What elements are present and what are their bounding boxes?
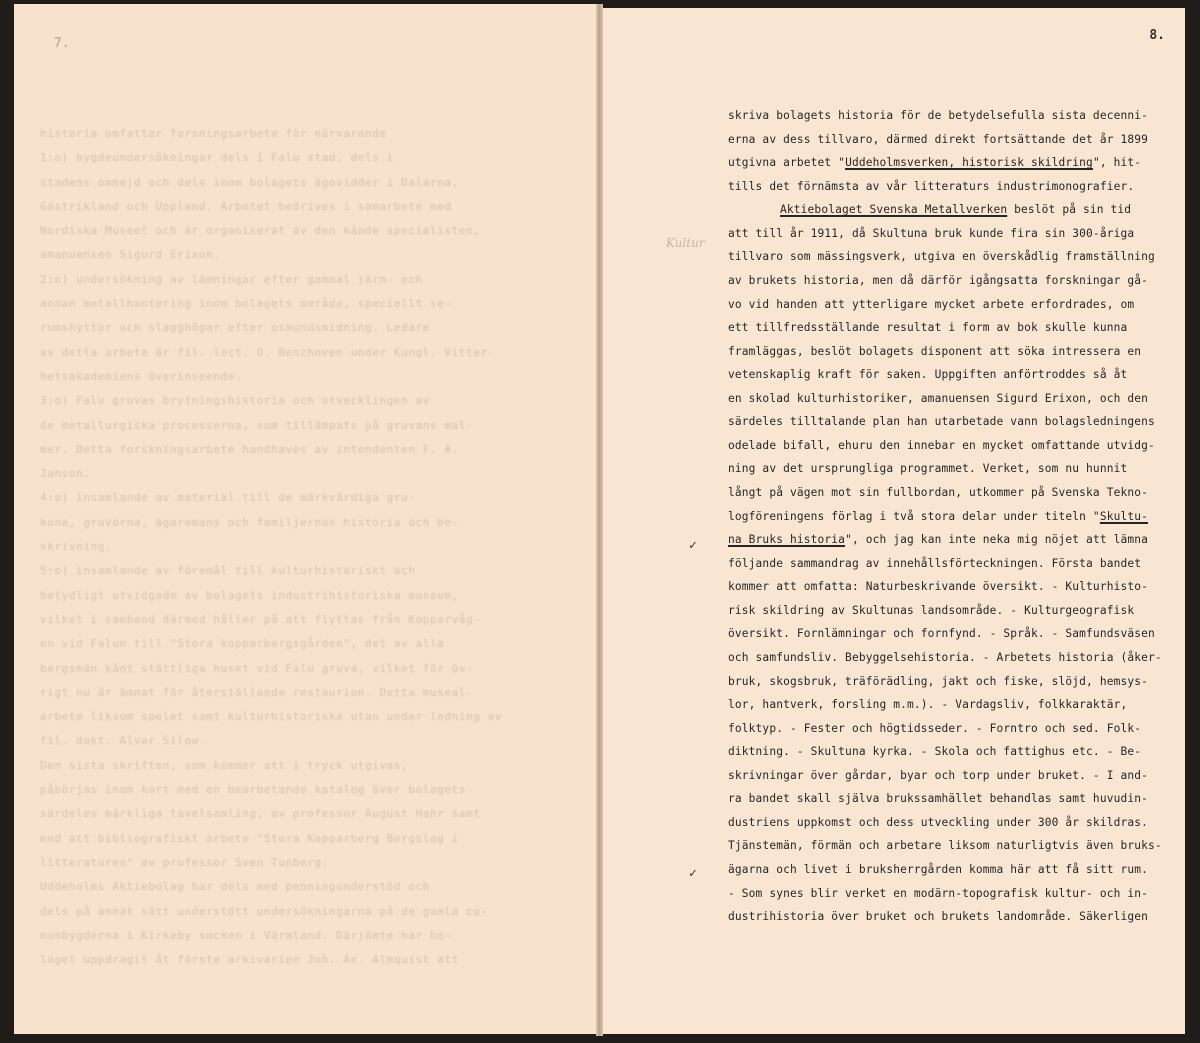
- text-line: [728, 552, 1188, 576]
- text-fragment: skrivningar över gårdar, byar och torp under bruket. - I and-: [728, 768, 1149, 782]
- ghost-line: dels på annat sätt understött undersökningarna på de gamla co-: [40, 904, 488, 918]
- text-fragment: risk skildring av Skultunas landsområde. - Kulturgeografisk: [728, 603, 1135, 617]
- text-fragment: att till år 1911, då Skultuna bruk kunde fira sin 300-åriga: [728, 226, 1135, 240]
- text-fragment: utgivna arbetet ": [728, 156, 846, 170]
- text-line: [728, 905, 1188, 929]
- text-fragment: vetenskaplig kraft för saken. Uppgiften anförtroddes så åt: [728, 368, 1128, 382]
- text-fragment: av brukets historia, men då därför igångsatta forskningar gå-: [728, 273, 1149, 287]
- text-line: [728, 222, 1188, 246]
- text-fragment: - Som synes blir verket en modärn-topografisk kultur- och in-: [728, 886, 1149, 900]
- text-fragment: odelade bifall, ehuru den innebar en mycket omfattande utvidg-: [728, 438, 1155, 452]
- underlined-title: na Bruks historia: [728, 533, 846, 547]
- text-line: [728, 128, 1188, 152]
- margin-note: Kultur: [666, 236, 705, 250]
- text-line: [728, 457, 1188, 481]
- ghost-line: Uddeholms Aktiebolag har dels med penningunderstöd och: [40, 880, 431, 894]
- bleed-through-text: [40, 122, 580, 972]
- text-line: [728, 575, 1188, 599]
- text-fragment: översikt. Fornlämningar och fornfynd. - Språk. - Samfundsväsen: [728, 627, 1155, 641]
- text-line: [728, 151, 1188, 175]
- ghost-line: Nordiska Museet och är organiserat av den kände specialisten,: [40, 224, 481, 238]
- text-line: [728, 646, 1188, 670]
- text-line: [728, 622, 1188, 646]
- text-fragment: ra bandet skall själva brukssamhället behandlas samt huvudin-: [728, 792, 1149, 806]
- text-fragment: lor, hantverk, forsling m.m.). - Vardagsliv, folkkaraktär,: [728, 698, 1128, 712]
- text-line: [728, 175, 1188, 199]
- text-line: [728, 811, 1188, 835]
- left-page-number: 7.: [54, 36, 70, 51]
- text-line: [728, 316, 1188, 340]
- text-fragment: logföreningens förlag i två stora delar under titeln ": [728, 509, 1100, 523]
- ghost-line: 2:o) undersökning av lämningar efter gammal järn- och: [40, 272, 423, 286]
- text-fragment: ", och jag kan inte neka mig nöjet att lämna: [845, 533, 1149, 547]
- ghost-line: en vid Falun till "Stora kopparbergsgården", det av alla: [40, 637, 445, 651]
- text-line: [728, 198, 1188, 222]
- ghost-line: med att bibliografiskt arbete "Stora Kopparberg Bergslag i: [40, 831, 459, 845]
- text-fragment: en skolad kulturhistoriker, amanuensen Sigurd Erixon, och den: [728, 391, 1149, 405]
- ghost-line: 5:o) insamlande av föremål till kulturhistoriskt och: [40, 564, 416, 578]
- text-fragment: tills det förnämsta av vår litteraturs industrimonografier.: [728, 179, 1135, 193]
- right-page: [603, 8, 1185, 1034]
- ghost-line: historia omfattar forsningsarbete för närvarande: [40, 127, 387, 140]
- text-fragment: ägarna och livet i bruksherrgården komma här att få sitt rum.: [728, 863, 1149, 876]
- right-page-number: 8.: [1149, 28, 1165, 43]
- check-mark-icon: ✓: [689, 538, 697, 553]
- text-line: [728, 528, 1188, 552]
- text-fragment: folktyp. - Fester och högtidsseder. - Forntro och sed. Folk-: [728, 721, 1142, 735]
- ghost-line: 3:o) Falu gruvas brytningshistoria och utvecklingen av: [40, 394, 431, 408]
- text-fragment: ning av det ursprungliga programmet. Verket, som nu hunnit: [728, 462, 1128, 476]
- text-fragment: ", hit-: [1092, 156, 1142, 170]
- ghost-line: mer. Detta forskningsarbete handhaves av intendenten F. A.: [40, 442, 459, 456]
- text-fragment: långt på vägen mot sin fullbordan, utkommer på Svenska Tekno-: [728, 486, 1149, 499]
- left-page: [14, 4, 596, 1034]
- text-fragment: kommer att omfatta: Naturbeskrivande översikt. - Kulturhisto-: [728, 580, 1149, 594]
- text-fragment: dustriens uppkomst och dess utveckling under 300 år skildras.: [728, 815, 1149, 829]
- ghost-line: munbygderna i Kirkeby socken i Värmland. Därjämte har bo-: [40, 928, 452, 942]
- text-fragment: följande sammandrag av innehållsförteckningen. Första bandet: [728, 556, 1142, 570]
- ghost-line: Gästrikland och Uppland. Arbetet bedrives i samarbete med: [40, 199, 452, 213]
- ghost-line: påbörjas inom kort med en bearbetande katalog över bolagets: [40, 783, 467, 797]
- text-fragment: beslöt på sin tid: [1007, 203, 1132, 217]
- text-fragment: erna av dess tillvaro, därmed direkt fortsättande det år 1899: [728, 132, 1149, 146]
- text-fragment: framläggas, beslöt bolagets disponent att söka intressera en: [728, 344, 1142, 358]
- text-line: [728, 269, 1188, 293]
- text-line: [728, 858, 1188, 882]
- text-line: [728, 387, 1188, 411]
- ghost-line: rigt nu är ämnat för återställande restaurion. Detta museal-: [40, 685, 474, 699]
- text-fragment: bruk, skogsbruk, träförädling, jakt och fiske, slöjd, hemsys-: [728, 674, 1149, 688]
- ghost-line: 4:o) insamlande av material till de märkvärdiga gru-: [40, 491, 416, 505]
- text-line: [728, 481, 1188, 505]
- text-line: [728, 104, 1188, 128]
- ghost-line: stadens omnejd och dels inom bolagets ägovidder i Dalarna,: [40, 175, 459, 189]
- text-line: [728, 245, 1188, 269]
- ghost-line: av detta arbete är fil. lect. O. Benzhoven under Kungl. Vitter-: [40, 345, 496, 359]
- ghost-line: fil. dokt. Alvar Silow.: [40, 734, 207, 748]
- ghost-line: särdeles märkliga tavelsamling, av professor August Hahr samt: [40, 807, 481, 821]
- check-mark-icon: ✓: [689, 866, 697, 881]
- text-line: [728, 787, 1188, 811]
- underlined-title: Skultu-: [1099, 509, 1149, 523]
- text-line: [728, 505, 1188, 529]
- text-line: [728, 740, 1188, 764]
- text-line: [728, 599, 1188, 623]
- text-fragment: och samfundsliv. Bebyggelsehistoria. - Arbetets historia (åker-: [728, 650, 1162, 664]
- ghost-line: kona, gruvorna, ägaremans och familjernas historia och be-: [40, 515, 459, 529]
- ghost-line: rumshyttor och slagghögar efter osmundsmidning. Ledare: [40, 321, 431, 335]
- ghost-line: Den sista skriften, som kommer att i tryck utgivas,: [40, 758, 409, 772]
- ghost-line: betydligt utvidgade av bolagets industrihistoriska museum,: [40, 588, 459, 602]
- text-fragment: Tjänstemän, förmän och arbetare liksom naturligtvis även bruks-: [728, 839, 1162, 853]
- text-fragment: ett tillfredsställande resultat i form av bok skulle kunna: [728, 321, 1128, 335]
- body-text: [728, 104, 1188, 929]
- text-fragment: diktning. - Skultuna kyrka. - Skola och fattighus etc. - Be-: [728, 745, 1142, 759]
- ghost-line: skrivning.: [40, 540, 113, 554]
- text-line: [728, 764, 1188, 788]
- text-fragment: tillvaro som mässingsverk, utgiva en överskådlig framställning: [728, 250, 1155, 264]
- text-line: [728, 670, 1188, 694]
- ghost-line: hetsakademiens överinseende.: [40, 369, 243, 383]
- text-fragment: skriva bolagets historia för de betydelsefulla sista decenni-: [728, 109, 1149, 122]
- ghost-line: arbete liksom spelet samt kulturhistoriska utan under ledning av: [40, 710, 503, 724]
- text-fragment: dustrihistoria över bruket och brukets landområde. Säkerligen: [728, 910, 1149, 924]
- text-line: [728, 340, 1188, 364]
- ghost-line: annan metallhantering inom bolagets område, speciellt se-: [40, 297, 452, 311]
- underlined-title: Aktiebolaget Svenska Metallverken: [780, 203, 1008, 217]
- text-line: [728, 717, 1188, 741]
- text-line: [728, 434, 1188, 458]
- ghost-line: de metallurgiska processerna, som tillämpats på gruvans mal-: [40, 418, 474, 432]
- text-line: [728, 834, 1188, 858]
- ghost-line: 1:o) bygdeundersökningar dels i Falu stad, dels i: [40, 151, 394, 165]
- text-line: [728, 363, 1188, 387]
- book-gutter: [596, 4, 603, 1036]
- text-line: [728, 693, 1188, 717]
- ghost-line: laget uppdragit åt förste arkivarien Joh. Ax. Almquist att: [40, 953, 459, 967]
- text-line: [728, 293, 1188, 317]
- ghost-line: litteraturen" av professor Sven Tunberg.: [40, 855, 329, 869]
- text-line: [728, 410, 1188, 434]
- text-fragment: särdeles tilltalande plan han utarbetade vann bolagsledningens: [728, 415, 1155, 429]
- ghost-line: vilket i samband därmed håller på att flyttas från Kopparvåg-: [40, 612, 481, 626]
- text-fragment: vo vid handen att ytterligare mycket arbete erfordrades, om: [728, 297, 1135, 311]
- ghost-line: Janson.: [40, 467, 91, 481]
- text-line: [728, 882, 1188, 906]
- ghost-line: bergsmän känt stättliga huset vid Falu gruva, vilket för öv-: [40, 661, 474, 675]
- underlined-title: Uddeholmsverken, historisk skildring: [845, 156, 1093, 170]
- ghost-line: amanuensen Sigurd Erixon.: [40, 248, 221, 262]
